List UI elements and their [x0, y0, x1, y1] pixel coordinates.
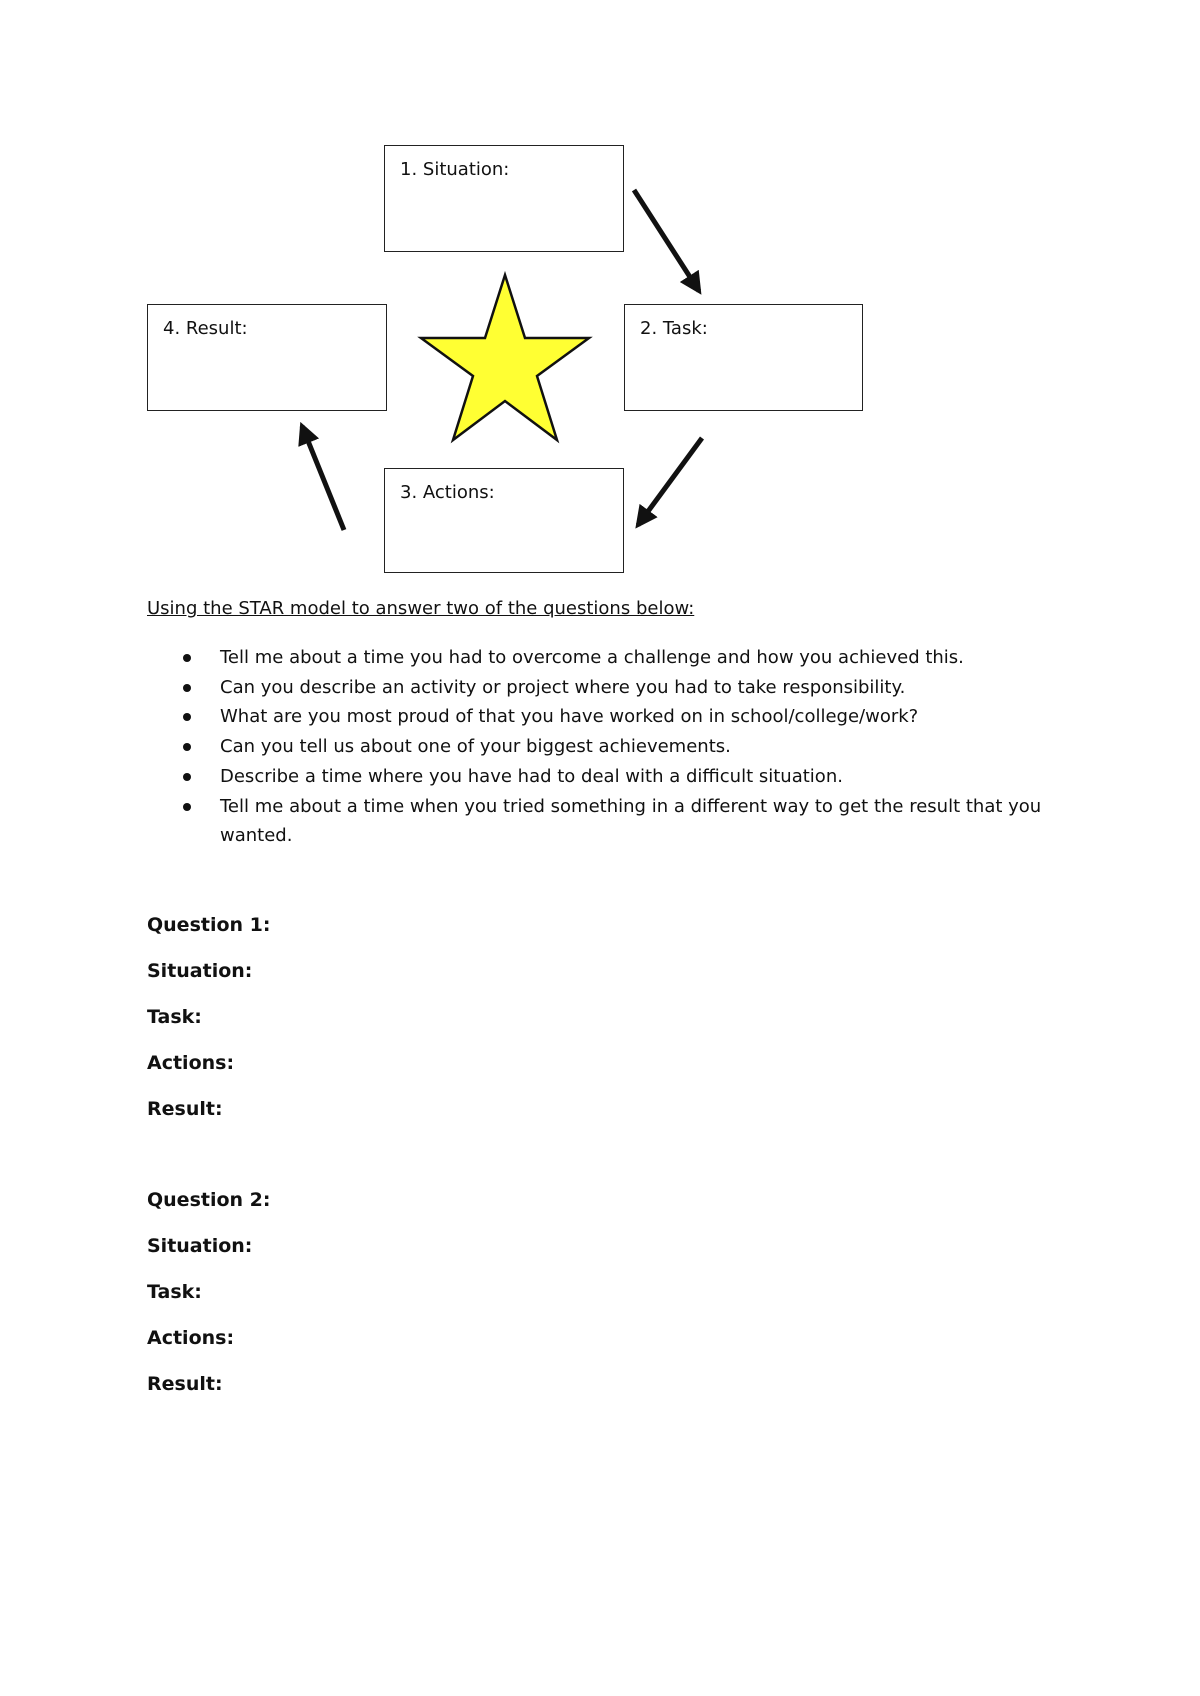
list-item: [147, 792, 1067, 851]
bullet-icon: [183, 803, 191, 811]
situation-box: [384, 145, 624, 252]
arrow-icon: [634, 190, 699, 291]
list-item-text: Describe a time where you have had to deal with a difficult situation.: [220, 765, 843, 787]
list-item-text: Can you tell us about one of your biggest achievements.: [220, 736, 731, 758]
bullet-icon: [183, 773, 191, 781]
result-label: Result:: [147, 1098, 223, 1120]
actions-label: Actions:: [147, 1327, 235, 1349]
situation-label: Situation:: [147, 1235, 253, 1257]
question-heading: Question 1:: [147, 914, 271, 936]
question-list: [147, 643, 1067, 851]
task-label: Task:: [147, 1006, 202, 1028]
list-item: [147, 732, 1067, 762]
list-item-text: Can you describe an activity or project where you had to take responsibility.: [220, 676, 906, 698]
task-label: Task:: [147, 1281, 202, 1303]
bullet-icon: [183, 743, 191, 751]
list-item-text: Tell me about a time you had to overcome a challenge and how you achieved this.: [220, 647, 964, 668]
bullet-icon: [183, 713, 191, 721]
bullet-icon: [183, 684, 191, 692]
list-item: [147, 643, 1067, 673]
answer-section-1: [147, 914, 270, 1144]
star-icon: [421, 275, 589, 440]
list-item-text: Tell me about a time when you tried something in a different way to get the result that you wanted.: [220, 795, 1042, 847]
actions-box: [384, 468, 624, 573]
arrow-icon: [302, 426, 344, 530]
result-box-label: 4. Result:: [163, 318, 248, 339]
actions-label: Actions:: [147, 1052, 235, 1074]
situation-label: Situation:: [147, 960, 253, 982]
result-label: Result:: [147, 1373, 223, 1395]
actions-box-label: 3. Actions:: [400, 482, 495, 503]
list-item: [147, 673, 1067, 703]
task-box: [624, 304, 863, 411]
list-item: [147, 762, 1067, 792]
intro-heading: Using the STAR model to answer two of the questions below:: [147, 598, 695, 619]
task-box-label: 2. Task:: [640, 318, 708, 339]
list-item: [147, 702, 1067, 732]
list-item-text: What are you most proud of that you have worked on in school/college/work?: [220, 706, 919, 728]
situation-box-label: 1. Situation:: [400, 159, 510, 180]
answer-section-2: [147, 1189, 270, 1419]
question-heading: Question 2:: [147, 1189, 271, 1211]
bullet-icon: [183, 654, 191, 662]
arrow-icon: [638, 438, 702, 525]
result-box: [147, 304, 387, 411]
